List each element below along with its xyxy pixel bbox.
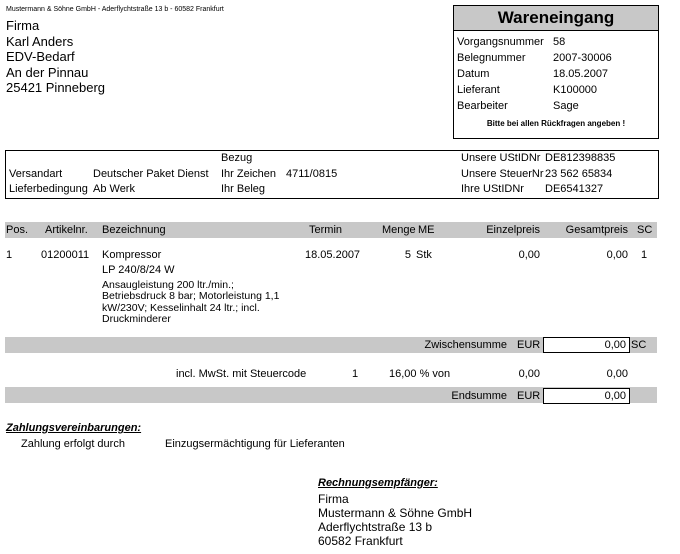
recipient-address: [6, 18, 105, 96]
doc-value-belegnummer: 2007-30006: [553, 52, 612, 64]
doc-label-bearbeiter: Bearbeiter: [457, 100, 508, 112]
invoice-recipient-line: 60582 Frankfurt: [318, 534, 403, 548]
vat-amount: 0,00: [606, 368, 628, 380]
header-me: ME: [418, 224, 435, 236]
vat-base: 0,00: [518, 368, 540, 380]
header-termin: Termin: [309, 224, 343, 236]
recipient-line: EDV-Bedarf: [6, 49, 75, 64]
subtotal-sc: SC: [631, 339, 647, 351]
header-einzelpreis: Einzelpreis: [486, 224, 540, 236]
payment-value: Einzugsermächtigung für Lieferanten: [165, 438, 345, 450]
recipient-line: Karl Anders: [6, 33, 74, 49]
document-title: Wareneingang: [454, 6, 658, 31]
item-description: [102, 280, 279, 325]
subtotal-currency: EUR: [517, 339, 541, 351]
recipient-line: Firma: [6, 18, 40, 33]
versandart-value: Deutscher Paket Dienst: [93, 168, 209, 180]
vat-label: incl. MwSt. mit Steuercode: [176, 368, 307, 380]
item-description-line: Druckminderer: [102, 312, 171, 325]
recipient-line: An der Pinnau: [6, 64, 89, 80]
item-gesamtpreis: 0,00: [606, 249, 628, 261]
doc-value-vorgangsnummer: 58: [553, 36, 566, 48]
versandart-label: Versandart: [9, 168, 63, 180]
doc-label-datum: Datum: [457, 68, 490, 80]
item-einzelpreis: 0,00: [518, 249, 540, 261]
steuer-label: Unsere SteuerNr: [461, 168, 544, 180]
info-box: [5, 150, 659, 199]
steuer-value: 23 562 65834: [545, 168, 613, 180]
lieferbedingung-label: Lieferbedingung: [9, 183, 88, 195]
header-gesamtpreis: Gesamtpreis: [565, 224, 628, 236]
payment-label: Zahlung erfolgt durch: [21, 438, 125, 450]
bezug-label: Bezug: [221, 152, 253, 164]
ihre-ust-value: DE6541327: [545, 183, 604, 195]
header-sc: SC: [637, 224, 653, 236]
item-name: Kompressor: [102, 249, 162, 261]
vat-code: 1: [352, 368, 359, 380]
header-pos: Pos.: [6, 224, 29, 236]
item-sc: 1: [641, 249, 648, 261]
doc-value-datum: 18.05.2007: [553, 68, 609, 80]
invoice-recipient-address: [318, 492, 472, 548]
ihr-zeichen-label: Ihr Zeichen: [221, 168, 277, 180]
header-artikelnr: Artikelnr.: [45, 224, 88, 236]
sender-line: Mustermann & Söhne GmbH - Aderflychtstraße 13 b - 60582 Frankfurt: [6, 6, 224, 13]
ihr-beleg-label: Ihr Beleg: [221, 183, 266, 195]
doc-label-lieferant: Lieferant: [457, 84, 500, 96]
item-model: LP 240/8/24 W: [102, 264, 175, 276]
doc-label-vorgangsnummer: Vorgangsnummer: [457, 36, 544, 48]
item-me: Stk: [416, 249, 432, 261]
item-description-line: Betriebsdruck 8 bar; Motorleistung 1,1: [102, 290, 280, 303]
subtotal-label: Zwischensumme: [424, 339, 507, 351]
recipient-line: 25421 Pinneberg: [6, 80, 106, 95]
total-currency: EUR: [517, 390, 541, 402]
invoice-recipient-line: Mustermann & Söhne GmbH: [318, 506, 473, 520]
item-artikelnr: 01200011: [41, 249, 90, 261]
header-bezeichnung: Bezeichnung: [102, 224, 166, 236]
doc-label-belegnummer: Belegnummer: [457, 52, 526, 64]
invoice-recipient-line: Firma: [318, 492, 349, 506]
item-pos: 1: [6, 249, 13, 261]
total-value: 0,00: [543, 388, 630, 404]
ust-value: DE812398835: [545, 152, 616, 164]
doc-value-lieferant: K100000: [553, 84, 598, 96]
doc-value-bearbeiter: Sage: [553, 100, 579, 112]
item-menge: 5: [404, 249, 411, 261]
ust-label: Unsere UStIDNr: [461, 152, 541, 164]
ihr-zeichen-value: 4711/0815: [286, 168, 338, 180]
document-note: Bitte bei allen Rückfragen angeben !: [486, 119, 626, 128]
total-label: Endsumme: [451, 390, 507, 402]
payment-title: Zahlungsvereinbarungen:: [6, 422, 142, 434]
item-description-line: Ansaugleistung 200 ltr./min.;: [102, 279, 234, 291]
ihre-ust-label: Ihre UStIDNr: [461, 183, 524, 195]
vat-rate: 16,00 % von: [389, 368, 451, 380]
invoice-recipient-title: Rechnungsempfänger:: [318, 477, 438, 489]
item-termin: 18.05.2007: [305, 249, 361, 261]
invoice-recipient-line: Aderflychtstraße 13 b: [318, 520, 433, 534]
document-box: [453, 5, 659, 139]
lieferbedingung-value: Ab Werk: [93, 183, 135, 195]
subtotal-value: 0,00: [543, 337, 630, 353]
header-menge: Menge: [382, 224, 416, 236]
item-description-line: kW/230V; Kesselinhalt 24 ltr.; incl.: [102, 301, 260, 314]
